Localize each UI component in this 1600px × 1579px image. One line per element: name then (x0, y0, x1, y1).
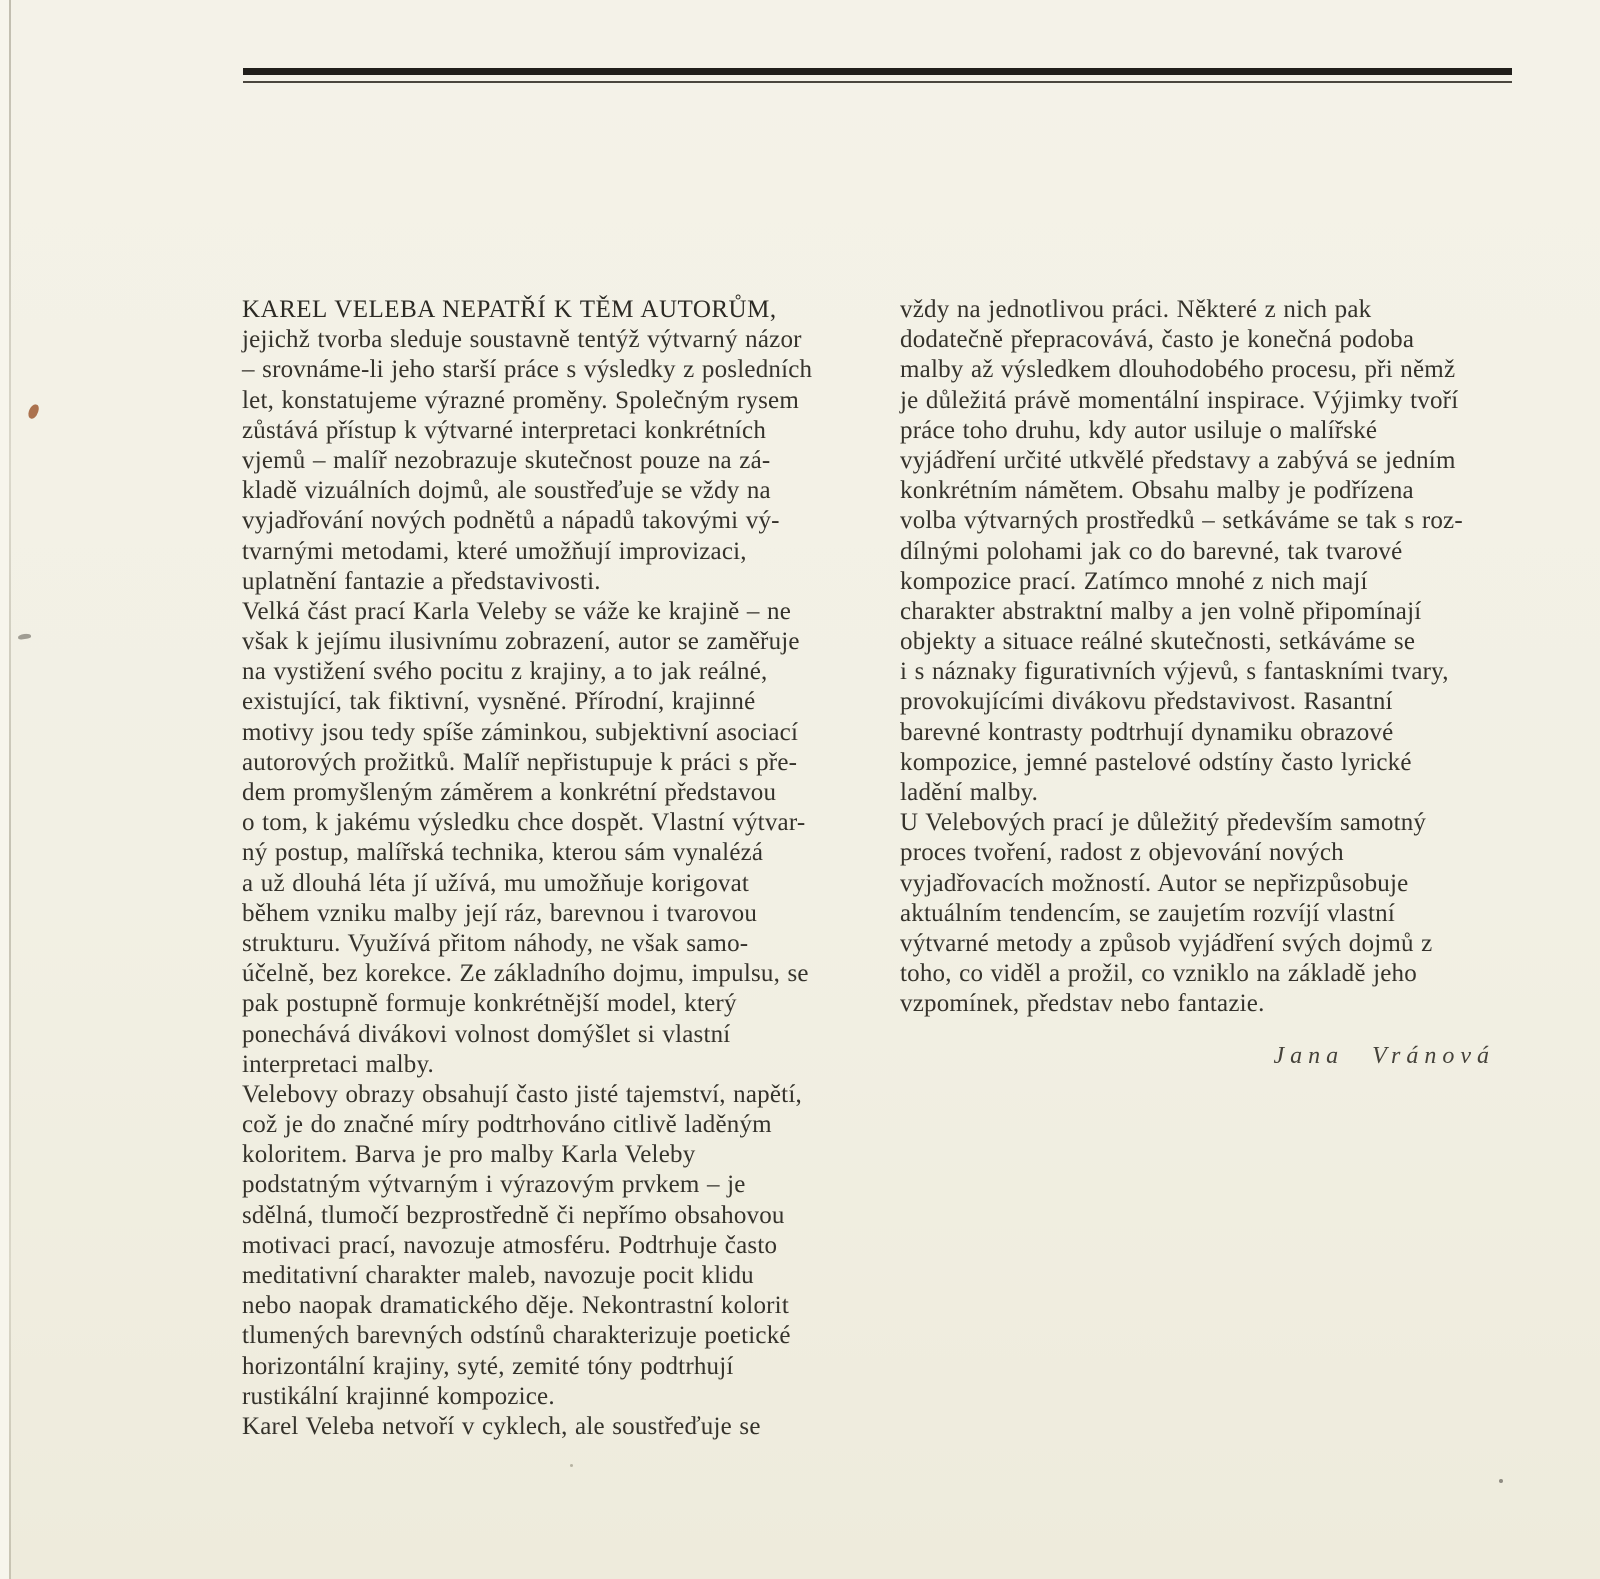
text-line: během vzniku malby její ráz, barevnou i tvarovou (242, 899, 758, 927)
top-rule-thick (243, 68, 1512, 75)
text-line: kompozice, jemné pastelové odstíny často lyrické (900, 748, 1412, 776)
text-line: motivy jsou tedy spíše záminkou, subjektivní asociací (242, 718, 799, 746)
text-line: i s náznaky figurativních výjevů, s fantaskními tvary, (900, 658, 1449, 686)
text-line: koloritem. Barva je pro malby Karla Veleby (242, 1141, 696, 1169)
text-line: a už dlouhá léta jí užívá, mu umožňuje korigovat (242, 869, 750, 897)
text-line: dodatečně přepracovává, často je konečná podoba (900, 326, 1415, 354)
text-line: objekty a situace reálné skutečnosti, setkáváme se (900, 628, 1416, 656)
paper-speck-dot (1499, 1479, 1503, 1483)
text-line: horizontální krajiny, syté, zemité tóny podtrhují (242, 1352, 734, 1380)
text-line: účelně, bez korekce. Ze základního dojmu, impulsu, se (242, 960, 809, 988)
text-line: interpretaci malby. (242, 1050, 434, 1078)
text-line: barevné kontrasty podtrhují dynamiku obrazové (900, 718, 1394, 746)
text-line: vzpomínek, představ nebo fantazie. (900, 990, 1265, 1018)
text-line: podstatným výtvarným i výrazovým prvkem – je (242, 1171, 746, 1199)
text-line: kompozice prací. Zatímco mnohé z nich mají (900, 567, 1368, 595)
text-line: vyjadřovacích možností. Autor se nepřizpůsobuje (900, 869, 1409, 897)
text-line: motivaci prací, navozuje atmosféru. Podtrhuje často (242, 1231, 778, 1259)
text-line: ladění malby. (900, 779, 1039, 806)
text-line: vyjadřování nových podnětů a nápadů takovými vý- (242, 507, 780, 535)
text-line: však k jejímu ilusivnímu zobrazení, autor se zaměřuje (242, 628, 800, 656)
paper-speck-rust (27, 403, 40, 420)
text-line: kladě vizuálních dojmů, ale soustřeďuje se vždy na (242, 477, 771, 505)
paper-speck-gray (18, 633, 32, 640)
right-text-column (900, 295, 1518, 1020)
page-crease (9, 0, 11, 1579)
text-line: malby až výsledkem dlouhodobého procesu, při němž (900, 356, 1456, 384)
text-line: o tom, k jakému výsledku chce dospět. Vlastní výtvar- (242, 809, 806, 837)
text-line: je důležitá právě momentální inspirace. Výjimky tvoří (900, 386, 1459, 414)
text-line: dílnými polohami jak co do barevné, tak tvarové (900, 537, 1403, 565)
text-line: meditativní charakter maleb, navozuje pocit klidu (242, 1262, 754, 1289)
top-rule-thin (243, 81, 1512, 83)
text-line: existující, tak fiktivní, vysněné. Přírodní, krajinné (242, 688, 756, 716)
text-line: vjemů – malíř nezobrazuje skutečnost pouze na zá- (242, 446, 771, 474)
text-line: strukturu. Využívá přitom náhody, ne však samo- (242, 929, 749, 957)
text-line: práce toho druhu, kdy autor usiluje o malířské (900, 416, 1378, 444)
signature: Jana Vránová (1273, 1043, 1495, 1069)
text-line: tlumených barevných odstínů charakterizuje poetické (242, 1322, 791, 1350)
text-line: zůstává přístup k výtvarné interpretaci konkrétních (242, 416, 767, 444)
text-line: vyjádření určité utkvělé představy a zabývá se jedním (900, 446, 1456, 474)
text-line: rustikální krajinné kompozice. (242, 1382, 555, 1410)
text-line: nebo naopak dramatického děje. Nekontrastní kolorit (242, 1292, 789, 1320)
text-line: na vystižení svého pocitu z krajiny, a to jak reálné, (242, 658, 768, 686)
text-line: ný postup, malířská technika, kterou sám vynalézá (242, 839, 764, 867)
paper-speck-dot-small (570, 1464, 573, 1467)
text-line: konkrétním námětem. Obsahu malby je podřízena (900, 477, 1414, 505)
text-line: dem promyšleným záměrem a konkrétní představou (242, 779, 777, 806)
text-line: autorových prožitků. Malíř nepřistupuje k práci s pře- (242, 748, 798, 776)
text-line: volba výtvarných prostředků – setkáváme se tak s roz- (900, 507, 1463, 535)
text-line: výtvarné metody a způsob vyjádření svých dojmů z (900, 929, 1433, 957)
page-left-edge (0, 0, 9, 1579)
text-line: Karel Veleba netvoří v cyklech, ale soustřeďuje se (242, 1412, 761, 1440)
text-line: provokujícími divákovu představivost. Rasantní (900, 688, 1393, 716)
text-line: uplatnění fantazie a představivosti. (242, 567, 601, 595)
text-line: jejichž tvorba sleduje soustavně tentýž výtvarný názor (242, 326, 802, 354)
text-line: toho, co viděl a prožil, co vzniklo na základě jeho (900, 960, 1417, 988)
text-line: U Velebových prací je důležitý především samotný (900, 809, 1427, 837)
left-text-column (242, 295, 860, 1442)
text-line: sdělná, tlumočí bezprostředně či nepřímo obsahovou (242, 1201, 785, 1229)
text-line: vždy na jednotlivou práci. Některé z nich pak (900, 296, 1372, 323)
text-line: což je do značné míry podtrhováno citlivě laděným (242, 1111, 772, 1139)
text-line: let, konstatujeme výrazné proměny. Společným rysem (242, 386, 799, 414)
text-line: ponechává divákovi volnost domýšlet si vlastní (242, 1020, 731, 1048)
text-line: tvarnými metodami, které umožňují improvizaci, (242, 537, 747, 565)
text-line: Velebovy obrazy obsahují často jisté tajemství, napětí, (242, 1080, 802, 1108)
text-line: proces tvoření, radost z objevování nových (900, 839, 1344, 867)
text-line: KAREL VELEBA NEPATŘÍ K TĚM AUTORŮM, (242, 296, 777, 323)
text-line: – srovnáme-li jeho starší práce s výsledky z posledních (242, 356, 813, 384)
text-line: charakter abstraktní malby a jen volně připomínají (900, 597, 1422, 625)
text-line: pak postupně formuje konkrétnější model, který (242, 990, 737, 1018)
text-line: Velká část prací Karla Veleby se váže ke krajině – ne (242, 597, 792, 625)
text-line: aktuálním tendencím, se zaujetím rozvíjí vlastní (900, 899, 1396, 927)
